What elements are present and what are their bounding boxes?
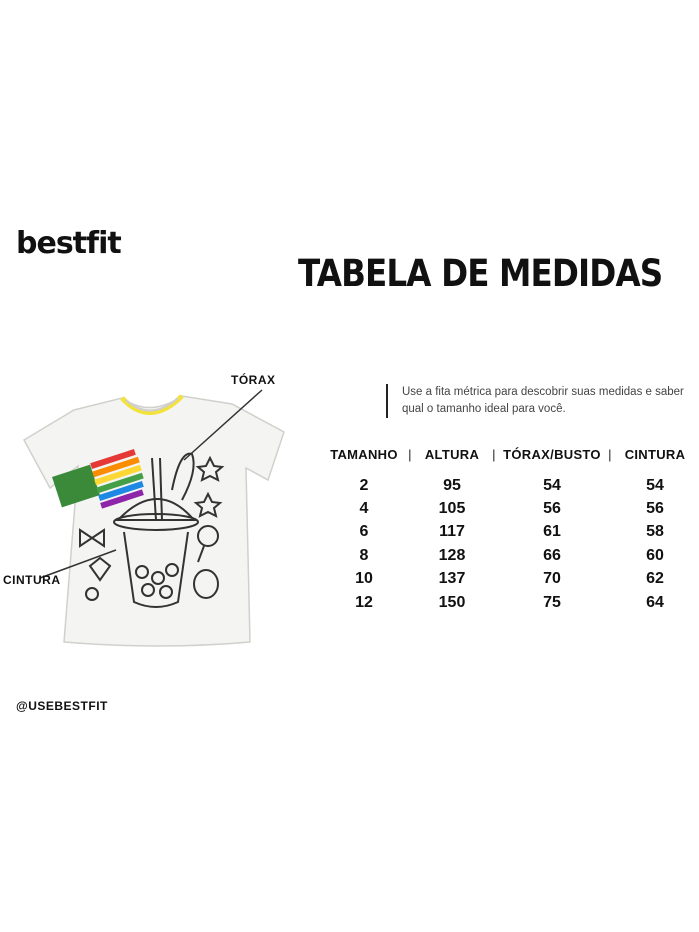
table-row (324, 568, 694, 591)
cell-cintura: 58 (646, 523, 664, 541)
table-row (324, 591, 694, 614)
header-torax-busto: TÓRAX/BUSTO (503, 446, 601, 462)
brand-logo: bestfit (16, 226, 121, 261)
cell-torax: 56 (543, 500, 561, 518)
cell-tamanho: 2 (359, 476, 369, 494)
cell-cintura: 56 (646, 500, 664, 518)
cintura-label: CINTURA (3, 573, 61, 587)
cell-tamanho: 12 (355, 593, 373, 611)
social-handle: @USEBESTFIT (16, 699, 108, 713)
cell-altura: 137 (438, 570, 466, 588)
header-altura: ALTURA (424, 446, 480, 462)
header-separator: | (608, 446, 612, 462)
table-row (324, 497, 694, 520)
cell-torax: 54 (543, 476, 561, 494)
header-separator: | (492, 446, 496, 462)
header-cintura: CINTURA (624, 446, 686, 462)
table-row (324, 521, 694, 544)
size-table-header (324, 444, 694, 464)
page-title: TABELA DE MEDIDAS (298, 252, 663, 295)
size-table (324, 444, 694, 614)
header-separator: | (408, 446, 412, 462)
cell-torax: 75 (543, 593, 561, 611)
cell-cintura: 64 (646, 593, 664, 611)
cell-cintura: 62 (646, 570, 664, 588)
cell-torax: 70 (543, 570, 561, 588)
cell-altura: 95 (443, 476, 461, 494)
cell-cintura: 60 (646, 546, 664, 564)
cell-altura: 150 (438, 593, 466, 611)
cell-torax: 66 (543, 546, 561, 564)
cell-tamanho: 10 (355, 570, 373, 588)
tshirt-illustration (0, 370, 300, 660)
cell-torax: 61 (543, 523, 561, 541)
cell-altura: 117 (439, 523, 465, 541)
cell-tamanho: 6 (359, 523, 369, 541)
table-row (324, 474, 694, 497)
torax-label: TÓRAX (231, 373, 276, 387)
cell-tamanho: 4 (359, 500, 369, 518)
cell-altura: 128 (438, 546, 466, 564)
measurement-note: Use a fita métrica para descobrir suas medidas e saber qual o tamanho ideal para você. (386, 384, 699, 418)
cell-tamanho: 8 (359, 546, 369, 564)
cell-altura: 105 (438, 500, 466, 518)
table-row (324, 544, 694, 567)
size-table-body (324, 474, 694, 614)
header-tamanho: TAMANHO (330, 446, 398, 462)
cell-cintura: 54 (646, 476, 664, 494)
